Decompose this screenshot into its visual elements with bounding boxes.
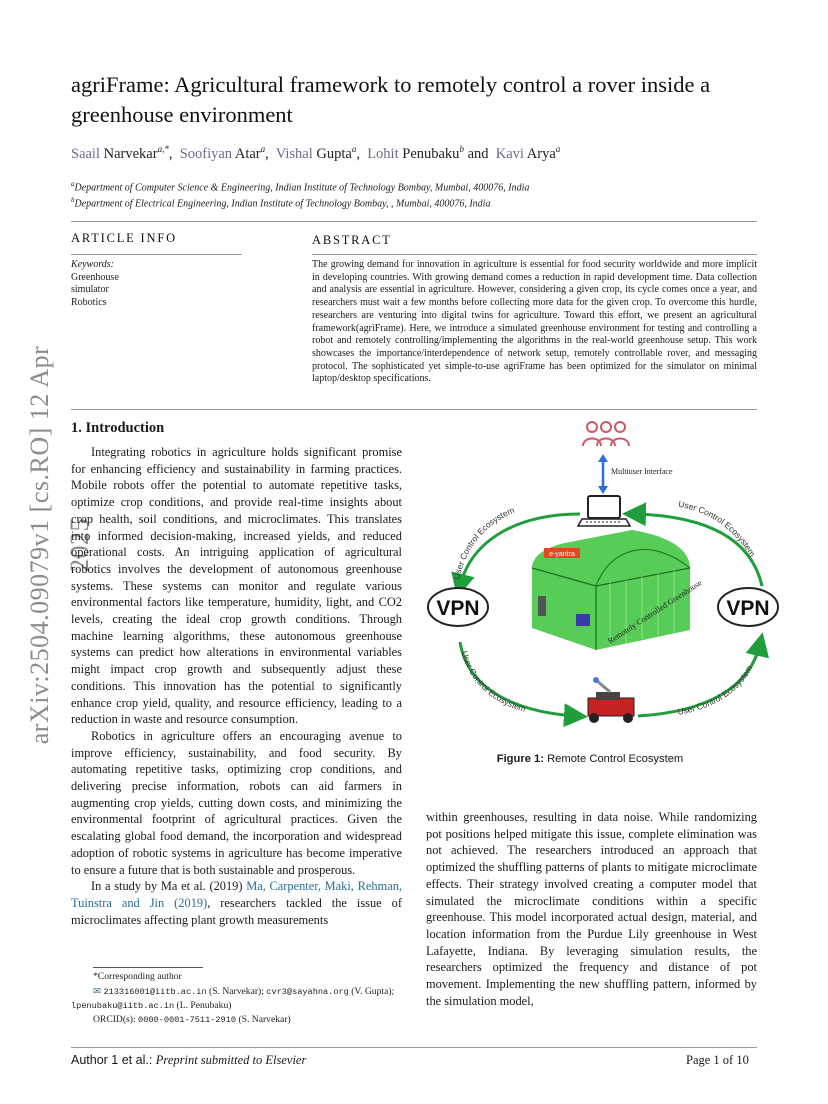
svg-text:VPN: VPN [726,597,770,620]
author: Vishal Gupta$^a$ [275,144,357,162]
affiliation: $^a$Department of Computer Science & Engineering, Indian Institute of Technology Bombay, Mumbai, 400076, India [71,180,530,194]
figure-remote-control-ecosystem [420,418,786,730]
rover-icon [588,677,634,723]
ecosystem-label: User Control Ecosystem [459,649,528,714]
intro-right-column [426,809,757,1009]
users-icon [583,422,629,446]
corresponding-author-note: *Corresponding author [93,971,182,982]
greenhouse-illustration [532,530,690,650]
email-line: lpenubaku@iitb.ac.in (L. Penubaku) [71,1000,232,1011]
vpn-right-badge [718,588,778,626]
email-line: ✉ 213316001@iitb.ac.in (S. Narvekar); cvr3@sayahna.org (V. Gupta); [93,986,395,997]
affiliation: $^b$Department of Electrical Engineering, Indian Institute of Technology Bombay, , Mumbai, 400076, India [71,196,491,210]
email-icon: ✉ [93,986,102,997]
author: Soofiyan Atar$^a$ [179,144,266,162]
email-link[interactable]: 213316001@iitb.ac.in [103,987,207,997]
keyword: simulator [71,284,109,295]
abstract-divider [312,254,757,255]
vpn-left-badge [428,588,488,626]
section-heading-introduction: 1. Introduction [71,420,165,436]
author: Kavi Arya$^a$ [495,144,561,162]
footer-running-head: Author 1 et al.: Preprint submitted to Elsevier [71,1053,307,1067]
author: Saail Narvekar$^{a,*}$ [71,144,169,162]
keyword: Greenhouse [71,271,119,283]
email-link[interactable]: lpenubaku@iitb.ac.in [71,1001,175,1011]
keywords-block [71,259,231,309]
footnote-divider [93,967,203,968]
orcid-line: ORCID(s): 0000-0001-7511-2910 (S. Narvekar) [93,1014,291,1025]
greenhouse-sign: e-yantra [549,551,575,558]
ecosystem-label: User Control Ecosystem [451,504,516,581]
paragraph: Robotics in agriculture offers an encouraging avenue to improve efficiency, sustainability, and food security. By automating repetitive tasks, optimizing crop conditions, and delivering precise information, robots can aid farmers in augmenting crop yields, cutting down costs, and minimizing the environmental footprint of agricultural practices. Given the escalating global food demand, the incorporation and widespread adoption of robotic systems in agriculture has become imperative to ensure a future that is both sustainable and prosperous. [71,728,402,877]
citation-link[interactable]: Ma, Carpenter, Maki, Rehman, Tuinstra and Jin (2019) [71,879,402,910]
paper-title: agriFrame: Agricultural framework to remotely control a rover inside a greenhouse environment [71,72,711,127]
article-info-divider [71,254,242,255]
abstract-heading: ABSTRACT [312,233,392,247]
email-link[interactable]: cvr3@sayahna.org [266,987,349,997]
intro-left-column [71,444,402,928]
keywords-label: Keywords: [71,259,114,270]
author: Lohit Penubaku$^b$ [367,144,464,162]
arxiv-identifier: arXiv:2504.09079v1 [cs.RO] 12 Apr 2025 [25,345,94,745]
author-list: Saail Narvekar$^{a,*}$, Soofiyan Atar$^a$, Vishal Gupta$^a$, Lohit Penubaku$^b$ and Kavi Arya$^a$ [71,144,561,162]
page-number: Page 1 of 10 [686,1053,749,1067]
svg-text:VPN: VPN [436,597,480,620]
footer-divider [71,1047,757,1048]
paragraph: within greenhouses, resulting in data noise. While randomizing pot positions helped mitigate this issue, complete elimination was not achieved. The researchers introduced an approach that optimized the shuffling patterns of plants to mitigate microclimate effects. Their strategy involved creating a computer model that simulated the microclimate conditions within a specific greenhouse. This model incorporated actual design, material, and location information from the Purdue Lily greenhouse in West Lafayette, Indiana. By leveraging simulation results, the researchers optimized the frequency and distance of pot movement. Implementing the new shuffling pattern, informed by the simulation model, [426,810,757,1008]
abstract-text: The growing demand for innovation in agriculture is essential for food security worldwide and more implicit in developing countries. With growing demand comes a reduction in rapid development time. Data collection and analysis are essential in agriculture. However, considering a given crop, its cycle comes once a year, and researchers must wait a few months before collecting more data for the given crop. To overcome this hurdle, researchers are venturing into digital twins for agriculture. Toward this effort, we present an agricultural framework(agriFrame). Here, we introduce a simulated greenhouse environment for testing and controlling a robot and remotely controlling/implementing the algorithms in the real-world greenhouse setup. This work showcases the importance/interdependence of network setup, remotely controllable rover, and messaging protocol. The sophisticated yet simple-to-use agriFrame has been optimized for the simulator on minimal laptop/desktop specifications. [312,259,757,385]
paragraph: In a study by Ma et al. (2019) Ma, Carpenter, Maki, Rehman, Tuinstra and Jin (2019), researchers tackled the issue of microclimates affecting plant growth measurements [71,879,402,927]
multiuser-interface-label: Multiuser Interface [611,467,673,476]
header-divider [71,221,757,222]
article-info-heading: ARTICLE INFO [71,231,177,245]
ecosystem-label: User Control Ecosystem [676,663,755,717]
up-down-arrow-icon [598,454,608,494]
greenhouse-label: Remotely Controlled Greenhouse [606,578,704,646]
laptop-icon [578,496,630,526]
ecosystem-label: User Control Ecosystem [677,498,758,559]
orcid-link[interactable]: 0000-0001-7511-2910 [138,1015,237,1025]
paragraph: Integrating robotics in agriculture holds significant promise for enhancing efficiency and sustainability in farming practices. Mobile robots offer the potential to automate repetitive tasks, optimize crop conditions, and provide real-time insights about crop health, soil conditions, and microclimates. This translates into informed decision-making, increased yields, and reduced operational costs. An intriguing application of agricultural robotics involves the development of autonomous greenhouse systems. These systems can monitor and regulate various environmental factors like temperature, humidity, light, and CO2 levels, creating the ideal crop growth conditions. Through machine learning algorithms, these autonomous greenhouse systems can predict how alterations in environmental variables might impact crop growth and subsequently adjust these conditions. This innovation has the potential to significantly enhance crop yield, quality, and resource efficiency, leading to a reduction in waste and resource consumption. [71,445,402,727]
keyword: Robotics [71,296,107,308]
figure-caption: Figure 1: Remote Control Ecosystem [496,753,684,765]
abstract-end-divider [71,409,757,410]
